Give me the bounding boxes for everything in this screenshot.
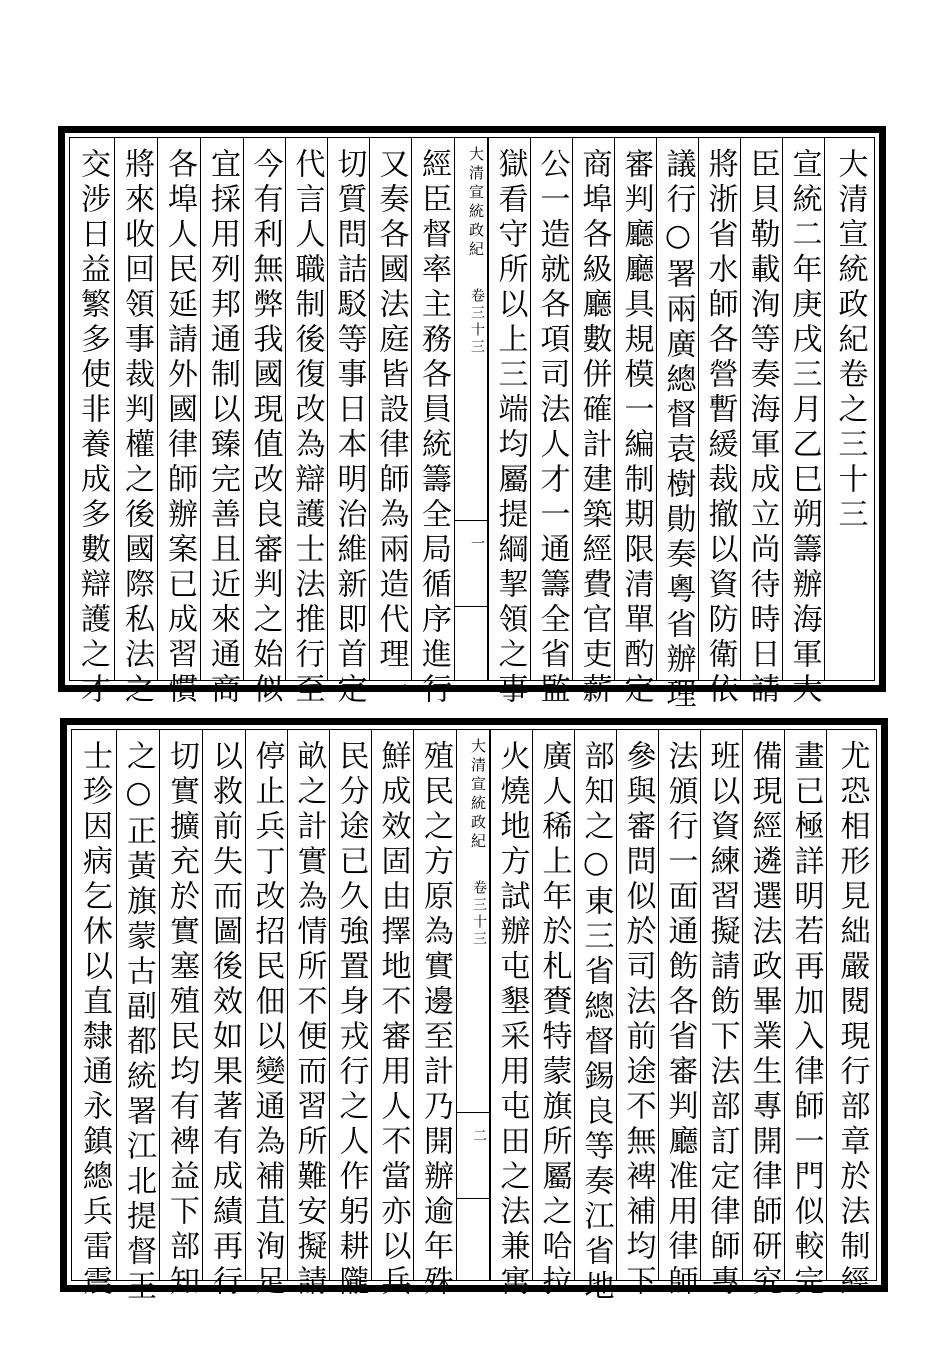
text-column: 停止兵丁改招民佃以變通為補苴洵足 [249, 740, 285, 1300]
bottom-left-col-2 [371, 730, 413, 1300]
spine-rule [455, 606, 487, 607]
bottom-left-col-6 [202, 730, 245, 1300]
top-right-col-3 [740, 138, 782, 708]
text-column: 各埠人民延請外國律師辦案已成習慣 [162, 148, 197, 708]
text-column: 部知之○東三省總督錫良等奏江省地 [578, 740, 614, 1305]
text-column: 殖民之方原為實邊至計乃開辦逾年殊 [418, 740, 453, 1300]
bottom-left-col-7 [159, 730, 202, 1300]
bottom-right-col-9 [490, 730, 532, 1300]
text-column: 民分途已久強置身戎行之人作躬耕隴 [333, 740, 369, 1300]
bottom-left-col-4 [287, 730, 329, 1300]
top-page-frame [69, 137, 875, 713]
text-column: 法頒行一面通飭各省審判廳准用律師 [662, 740, 698, 1300]
bottom-right-col-5 [658, 730, 700, 1300]
bottom-right-col-6 [616, 730, 658, 1300]
text-column: 參與審問似於司法前途不無裨補均下 [620, 740, 656, 1300]
top-left-col-8 [114, 138, 157, 708]
bottom-right-col-4 [700, 730, 742, 1300]
spine-leaf-number: 一 [469, 536, 485, 550]
spine-rule [455, 520, 487, 521]
spine-volume: 卷三十三 [471, 880, 487, 948]
bottom-right-col-2 [784, 730, 826, 1300]
bottom-right-col-7 [574, 730, 616, 1305]
text-column: 鮮成效固由擇地不審用人不當亦以兵 [375, 740, 411, 1300]
bottom-left-col-5 [245, 730, 287, 1300]
text-column: 士珍因病乞休以直隸通永鎮總兵雷震 [77, 740, 112, 1300]
bottom-left-col-1 [413, 730, 456, 1300]
top-right-col-8 [530, 138, 572, 708]
top-page [58, 126, 886, 713]
spine-volume: 卷三十三 [469, 288, 485, 356]
text-column: 之○正黃旗蒙古副都統署江北提督王 [121, 740, 156, 1305]
top-right-col-6 [614, 138, 656, 708]
text-column: 獄看守所以上三端均屬提綱挈領之事 [492, 148, 528, 708]
text-column: 尤恐相形見絀嚴閱現行部章於法制經 [834, 740, 870, 1300]
text-column: 宣統二年庚戌三月乙巳朔籌辦海軍大 [786, 148, 822, 708]
spine-title: 大清宣統政紀 [469, 738, 487, 852]
top-left-col-6 [200, 138, 243, 708]
top-right-col-4 [698, 138, 740, 708]
text-column: 議行○署兩廣總督袁樹勛奏粵省辦理 [660, 148, 696, 713]
top-right-col-2 [782, 138, 824, 708]
text-column: 切實擴充於實塞殖民均有裨益下部知 [164, 740, 199, 1300]
text-column: 又奏各國法庭皆設律師為兩造代理一 [373, 148, 409, 708]
text-column: 畫已極詳明若再加入律師一門似較完 [788, 740, 824, 1300]
text-column: 臣貝勒載洵等奏海軍成立尚待時日請 [744, 148, 780, 708]
text-column: 備現經遴選法政畢業生專開律師研究 [746, 740, 782, 1300]
text-column: 代言人職制後復改為辯護士法推行至 [289, 148, 325, 708]
bottom-spine [456, 730, 490, 1280]
text-column: 以救前失而圖後效如果著有成績再行 [207, 740, 242, 1300]
top-right-col-5 [656, 138, 698, 713]
bottom-page [60, 718, 888, 1305]
spine-leaf-number: 二 [471, 1128, 487, 1142]
bottom-right-col-3 [742, 730, 784, 1300]
text-column: 交涉日益繁多使非養成多數辯護之才 [75, 148, 110, 708]
top-spine [454, 138, 488, 680]
text-column: 商埠各級廳數併確計建築經費官吏薪 [576, 148, 612, 708]
bottom-page-frame [71, 729, 877, 1305]
top-right-col-7 [572, 138, 614, 708]
bottom-right-col-8 [532, 730, 574, 1300]
top-left-col-9 [70, 138, 114, 708]
top-left-col-2 [369, 138, 411, 708]
bottom-right-col-1 [826, 730, 876, 1300]
top-left-col-1 [411, 138, 454, 708]
top-right-col-9 [488, 138, 530, 708]
bottom-left-col-8 [116, 730, 159, 1305]
text-column: 宜採用列邦通制以臻完善且近來通商 [205, 148, 240, 708]
text-column: 畝之計實為情所不便而習所難安擬請 [291, 740, 327, 1300]
top-left-col-4 [285, 138, 327, 708]
text-column: 公一造就各項司法人才一通籌全省監 [534, 148, 570, 708]
text-column: 審判廳廳具規模一編制期限清單酌定 [618, 148, 654, 708]
spine-rule [457, 1112, 489, 1113]
text-column: 將浙省水師各營暫緩裁撤以資防衛依 [702, 148, 738, 708]
text-column: 切質問詰駁等事日本明治維新即首定 [331, 148, 367, 708]
text-column: 今有利無弊我國現值改良審判之始似 [247, 148, 283, 708]
text-column: 廣人稀上年於札賚特蒙旗所屬之哈拉 [536, 740, 572, 1300]
spine-title: 大清宣統政紀 [467, 146, 485, 260]
bottom-left-col-3 [329, 730, 371, 1300]
text-column: 班以資練習擬請飭下法部訂定律師專 [704, 740, 740, 1300]
top-left-col-5 [243, 138, 285, 708]
text-column: 將來收回領事裁判權之後國際私法之 [119, 148, 154, 708]
top-left-col-3 [327, 138, 369, 708]
chapter-title: 大清宣統政紀卷之三十三 [832, 148, 868, 533]
spine-rule [457, 1198, 489, 1199]
top-left-col-7 [157, 138, 200, 708]
text-column: 經臣督率主務各員統籌全局循序進行 [416, 148, 451, 708]
bottom-left-col-9 [72, 730, 116, 1300]
text-column: 火燒地方試辦屯墾采用屯田之法兼寓 [494, 740, 530, 1300]
top-right-col-1 [824, 138, 874, 680]
